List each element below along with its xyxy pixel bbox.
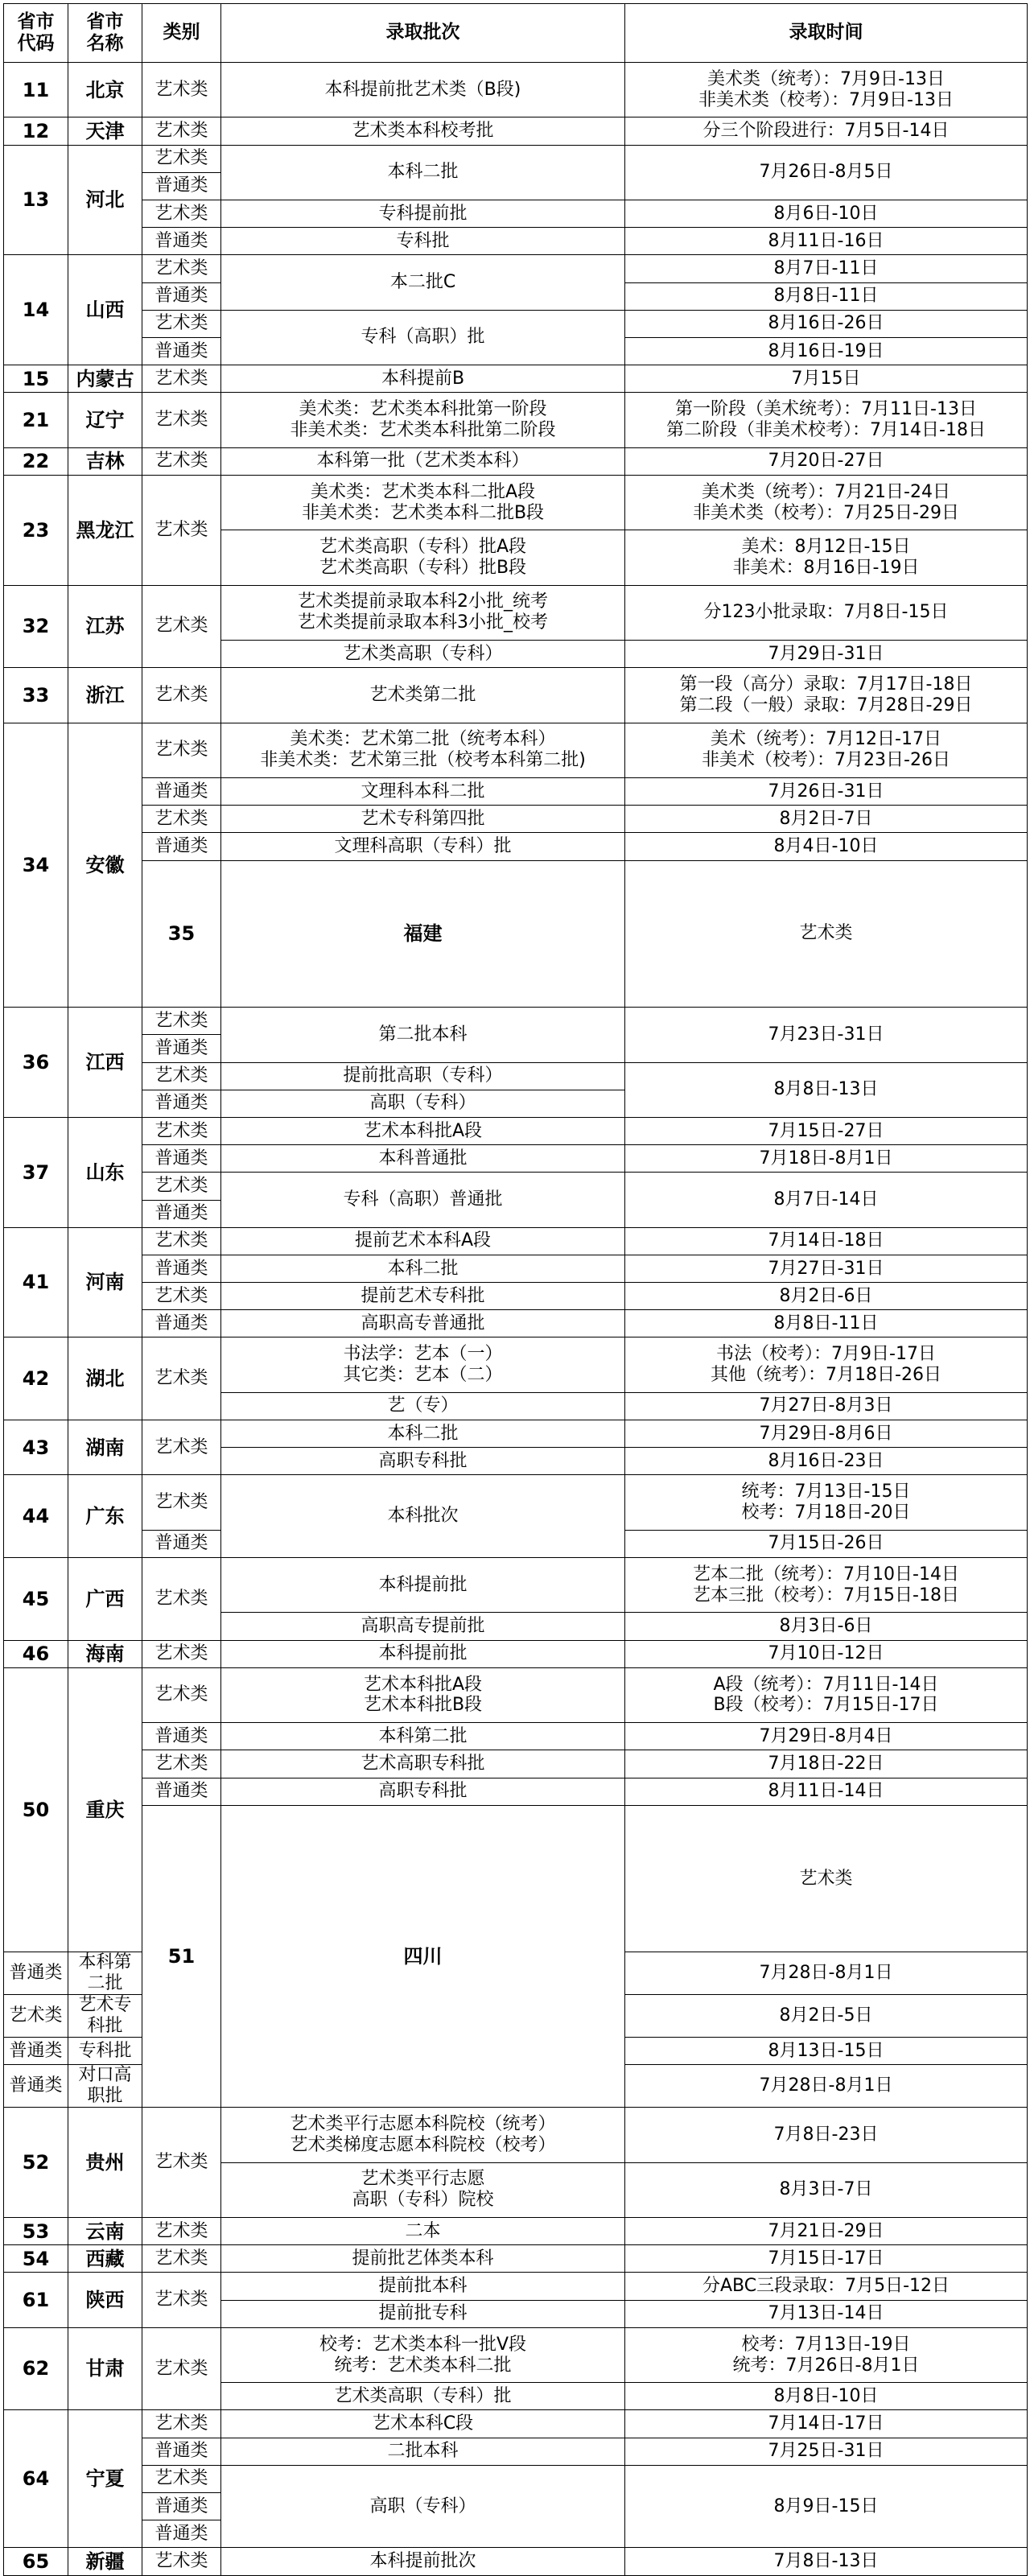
time-cell: 书法（校考）：7月9日-17日 其他（统考）：7月18日-26日 xyxy=(625,1337,1028,1392)
table-row xyxy=(4,117,1028,145)
time-cell: 7月21日-29日 xyxy=(625,2218,1028,2245)
time-cell: 7月28日-8月1日 xyxy=(625,2065,1028,2108)
province-name: 黑龙江 xyxy=(68,475,142,585)
category-cell: 艺术类 xyxy=(142,200,221,227)
table-row xyxy=(4,393,1028,447)
batch-cell: 高职（专科） xyxy=(221,1090,625,1117)
category-cell: 普通类 xyxy=(142,1723,221,1750)
batch-cell: 美术类：艺术第二批（统考本科） 非美术类：艺术第三批（校考本科第二批) xyxy=(221,723,625,777)
province-name: 河北 xyxy=(68,145,142,255)
time-cell: 7月29日-31日 xyxy=(625,641,1028,668)
province-code: 46 xyxy=(4,1640,68,1667)
table-row xyxy=(4,1805,1028,1952)
time-cell: 8月11日-16日 xyxy=(625,228,1028,255)
province-code: 13 xyxy=(4,145,68,255)
time-cell: 8月4日-10日 xyxy=(625,833,1028,860)
table-body xyxy=(4,63,1028,2576)
table-row xyxy=(4,447,1028,475)
category-cell: 普通类 xyxy=(142,833,221,860)
category-cell: 普通类 xyxy=(142,1310,221,1337)
batch-cell: 专科提前批 xyxy=(221,200,625,227)
time-cell: 8月13日-15日 xyxy=(625,2038,1028,2065)
category-cell: 艺术类 xyxy=(142,1475,221,1530)
batch-cell: 高职高专提前批 xyxy=(221,1613,625,1640)
batch-cell: 提前批专科 xyxy=(221,2300,625,2327)
table-row xyxy=(4,2218,1028,2245)
category-cell: 艺术类 xyxy=(142,585,221,668)
category-cell: 艺术类 xyxy=(142,145,221,172)
table-row xyxy=(4,1008,1028,1035)
time-cell: 7月23日-31日 xyxy=(625,1008,1028,1062)
province-code: 15 xyxy=(4,365,68,393)
province-name: 湖南 xyxy=(68,1420,142,1475)
batch-cell: 艺术本科C段 xyxy=(221,2410,625,2438)
time-cell: 8月11日-14日 xyxy=(625,1778,1028,1805)
time-cell: 美术（统考）：7月12日-17日 非美术（校考）：7月23日-26日 xyxy=(625,723,1028,777)
province-code: 43 xyxy=(4,1420,68,1475)
time-cell: 艺本二批（统考）：7月10日-14日 艺本三批（校考）：7月15日-18日 xyxy=(625,1558,1028,1613)
header-province-code: 省市 代码 xyxy=(4,4,68,63)
batch-cell: 艺（专） xyxy=(221,1392,625,1420)
province-name: 海南 xyxy=(68,1640,142,1667)
category-cell: 艺术类 xyxy=(625,860,1028,1008)
time-cell: 8月2日-7日 xyxy=(625,806,1028,833)
batch-cell: 艺术专科批 xyxy=(68,1995,142,2038)
province-name: 吉林 xyxy=(68,447,142,475)
batch-cell: 本科第二批 xyxy=(221,1723,625,1750)
category-cell: 艺术类 xyxy=(142,1420,221,1475)
table-row xyxy=(4,1778,1028,1805)
table-row xyxy=(4,63,1028,117)
category-cell: 艺术类 xyxy=(142,1558,221,1641)
time-cell: 美术类（统考）：7月9日-13日 非美术类（校考）：7月9日-13日 xyxy=(625,63,1028,117)
province-code: 50 xyxy=(4,1667,68,1952)
category-cell: 艺术类 xyxy=(142,1667,221,1722)
table-row xyxy=(4,1173,1028,1200)
province-code: 35 xyxy=(142,860,221,1008)
category-cell: 艺术类 xyxy=(142,475,221,585)
category-cell: 普通类 xyxy=(142,1090,221,1117)
table-row xyxy=(4,1420,1028,1448)
category-cell: 艺术类 xyxy=(142,365,221,393)
time-cell: 美术：8月12日-15日 非美术：8月16日-19日 xyxy=(625,530,1028,585)
batch-cell: 艺术类平行志愿 高职（专科）院校 xyxy=(221,2162,625,2217)
table-row xyxy=(4,1475,1028,1530)
batch-cell: 高职（专科） xyxy=(221,2465,625,2548)
category-cell: 艺术类 xyxy=(142,2108,221,2218)
admission-schedule-table xyxy=(3,3,1028,2576)
category-cell: 艺术类 xyxy=(142,1227,221,1255)
batch-cell: 本科二批 xyxy=(221,1255,625,1282)
batch-cell: 书法学：艺本（一） 其它类：艺本（二） xyxy=(221,1337,625,1392)
category-cell: 普通类 xyxy=(4,2065,68,2108)
batch-cell: 本科第二批 xyxy=(68,1952,142,1995)
table-row xyxy=(4,806,1028,833)
batch-cell: 艺术类第二批 xyxy=(221,668,625,723)
time-cell: 7月13日-14日 xyxy=(625,2300,1028,2327)
category-cell: 艺术类 xyxy=(142,1640,221,1667)
table-row xyxy=(4,1640,1028,1667)
table-row xyxy=(4,777,1028,805)
province-name: 福建 xyxy=(221,860,625,1008)
batch-cell: 高职高专普通批 xyxy=(221,1310,625,1337)
time-cell: 7月26日-31日 xyxy=(625,777,1028,805)
category-cell: 普通类 xyxy=(142,1035,221,1062)
province-code: 34 xyxy=(4,723,68,1008)
province-name: 江苏 xyxy=(68,585,142,668)
table-row xyxy=(4,1310,1028,1337)
province-code: 41 xyxy=(4,1227,68,1337)
category-cell: 艺术类 xyxy=(142,1750,221,1778)
table-row xyxy=(4,1117,1028,1144)
table-row xyxy=(4,310,1028,337)
time-cell: 7月27日-31日 xyxy=(625,1255,1028,1282)
table-row xyxy=(4,2548,1028,2575)
category-cell: 普通类 xyxy=(142,228,221,255)
table-row xyxy=(4,1723,1028,1750)
time-cell: 7月15日-26日 xyxy=(625,1530,1028,1557)
province-name: 四川 xyxy=(221,1805,625,2108)
province-code: 54 xyxy=(4,2245,68,2273)
category-cell: 普通类 xyxy=(142,1145,221,1173)
province-code: 44 xyxy=(4,1475,68,1558)
province-code: 37 xyxy=(4,1117,68,1227)
time-cell: 7月29日-8月6日 xyxy=(625,1420,1028,1448)
batch-cell: 本科批次 xyxy=(221,1475,625,1558)
category-cell: 艺术类 xyxy=(142,310,221,337)
category-cell: 艺术类 xyxy=(142,1062,221,1090)
batch-cell: 艺术本科批A段 xyxy=(221,1117,625,1144)
time-cell: 8月2日-5日 xyxy=(625,1995,1028,2038)
province-name: 内蒙古 xyxy=(68,365,142,393)
category-cell: 艺术类 xyxy=(142,1008,221,1035)
province-name: 湖北 xyxy=(68,1337,142,1420)
batch-cell: 本二批C xyxy=(221,255,625,310)
batch-cell: 本科二批 xyxy=(221,1420,625,1448)
header-admission-time: 录取时间 xyxy=(625,4,1028,63)
batch-cell: 提前批艺体类本科 xyxy=(221,2245,625,2273)
category-cell: 普通类 xyxy=(4,1952,68,1995)
time-cell: 8月7日-11日 xyxy=(625,255,1028,282)
table-row xyxy=(4,200,1028,227)
category-cell: 艺术类 xyxy=(142,117,221,145)
province-name: 辽宁 xyxy=(68,393,142,447)
category-cell: 艺术类 xyxy=(142,2410,221,2438)
category-cell: 普通类 xyxy=(142,2438,221,2465)
time-cell: A段（统考）：7月11日-14日 B段（校考）：7月15日-17日 xyxy=(625,1667,1028,1722)
time-cell: 7月25日-31日 xyxy=(625,2438,1028,2465)
province-code: 33 xyxy=(4,668,68,723)
table-row xyxy=(4,1227,1028,1255)
category-cell: 普通类 xyxy=(142,777,221,805)
batch-cell: 二批本科 xyxy=(221,2438,625,2465)
batch-cell: 第二批本科 xyxy=(221,1008,625,1062)
table-row xyxy=(4,2327,1028,2382)
category-cell: 艺术类 xyxy=(142,63,221,117)
time-cell: 8月8日-11日 xyxy=(625,1310,1028,1337)
province-code: 12 xyxy=(4,117,68,145)
category-cell: 艺术类 xyxy=(625,1805,1028,1952)
table-row xyxy=(4,145,1028,172)
time-cell: 7月18日-22日 xyxy=(625,1750,1028,1778)
time-cell: 7月15日-27日 xyxy=(625,1117,1028,1144)
batch-cell: 本科提前B xyxy=(221,365,625,393)
batch-cell: 提前艺术专科批 xyxy=(221,1283,625,1310)
province-name: 西藏 xyxy=(68,2245,142,2273)
category-cell: 普通类 xyxy=(142,2492,221,2520)
time-cell: 校考：7月13日-19日 统考：7月26日-8月1日 xyxy=(625,2327,1028,2382)
table-row xyxy=(4,1558,1028,1613)
category-cell: 普通类 xyxy=(142,1200,221,1227)
time-cell: 7月10日-12日 xyxy=(625,1640,1028,1667)
province-name: 新疆 xyxy=(68,2548,142,2575)
category-cell: 普通类 xyxy=(142,172,221,200)
table-row xyxy=(4,365,1028,393)
table-row xyxy=(4,833,1028,860)
batch-cell: 专科批 xyxy=(221,228,625,255)
header-admission-batch: 录取批次 xyxy=(221,4,625,63)
time-cell: 8月8日-13日 xyxy=(625,1062,1028,1117)
category-cell: 艺术类 xyxy=(142,2273,221,2327)
time-cell: 7月29日-8月4日 xyxy=(625,1723,1028,1750)
table-row xyxy=(4,255,1028,282)
batch-cell: 艺术类提前录取本科2小批_统考 艺术类提前录取本科3小批_校考 xyxy=(221,585,625,640)
table-row xyxy=(4,1062,1028,1090)
province-name: 江西 xyxy=(68,1008,142,1118)
time-cell: 7月26日-8月5日 xyxy=(625,145,1028,200)
time-cell: 8月9日-15日 xyxy=(625,2465,1028,2548)
time-cell: 7月18日-8月1日 xyxy=(625,1145,1028,1173)
header-category: 类别 xyxy=(142,4,221,63)
province-name: 甘肃 xyxy=(68,2327,142,2410)
category-cell: 艺术类 xyxy=(142,1337,221,1420)
province-code: 11 xyxy=(4,63,68,117)
province-code: 64 xyxy=(4,2410,68,2548)
batch-cell: 艺术专科第四批 xyxy=(221,806,625,833)
batch-cell: 校考：艺术类本科一批V段 统考：艺术类本科二批 xyxy=(221,2327,625,2382)
time-cell: 8月7日-14日 xyxy=(625,1173,1028,1227)
table-row xyxy=(4,475,1028,530)
province-name: 山东 xyxy=(68,1117,142,1227)
province-name: 北京 xyxy=(68,63,142,117)
time-cell: 8月6日-10日 xyxy=(625,200,1028,227)
category-cell: 普通类 xyxy=(142,2520,221,2548)
batch-cell: 本科提前批艺术类（B段) xyxy=(221,63,625,117)
batch-cell: 艺术高职专科批 xyxy=(221,1750,625,1778)
category-cell: 艺术类 xyxy=(142,1117,221,1144)
category-cell: 艺术类 xyxy=(142,2218,221,2245)
time-cell: 美术类（统考）：7月21日-24日 非美术类（校考）：7月25日-29日 xyxy=(625,475,1028,530)
province-name: 陕西 xyxy=(68,2273,142,2327)
time-cell: 7月15日-17日 xyxy=(625,2245,1028,2273)
province-code: 45 xyxy=(4,1558,68,1641)
category-cell: 艺术类 xyxy=(142,1283,221,1310)
province-code: 14 xyxy=(4,255,68,365)
batch-cell: 提前批本科 xyxy=(221,2273,625,2300)
category-cell: 艺术类 xyxy=(142,806,221,833)
time-cell: 统考：7月13日-15日 校考：7月18日-20日 xyxy=(625,1475,1028,1530)
time-cell: 8月8日-10日 xyxy=(625,2383,1028,2410)
table-row xyxy=(4,2465,1028,2492)
batch-cell: 本科第一批（艺术类本科） xyxy=(221,447,625,475)
province-name: 宁夏 xyxy=(68,2410,142,2548)
table-row xyxy=(4,2273,1028,2300)
table-row xyxy=(4,1750,1028,1778)
province-code: 42 xyxy=(4,1337,68,1420)
province-name: 重庆 xyxy=(68,1667,142,1952)
batch-cell: 本科普通批 xyxy=(221,1145,625,1173)
table-header-row xyxy=(4,4,1028,63)
time-cell: 8月2日-6日 xyxy=(625,1283,1028,1310)
batch-cell: 美术类：艺术类本科二批A段 非美术类：艺术类本科二批B段 xyxy=(221,475,625,530)
batch-cell: 本科二批 xyxy=(221,145,625,200)
time-cell: 分ABC三段录取：7月5日-12日 xyxy=(625,2273,1028,2300)
time-cell: 7月14日-17日 xyxy=(625,2410,1028,2438)
category-cell: 艺术类 xyxy=(142,2465,221,2492)
table-row xyxy=(4,668,1028,723)
category-cell: 艺术类 xyxy=(142,2327,221,2410)
province-code: 36 xyxy=(4,1008,68,1118)
table-row xyxy=(4,2245,1028,2273)
time-cell: 8月16日-26日 xyxy=(625,310,1028,337)
province-name: 广西 xyxy=(68,1558,142,1641)
province-code: 65 xyxy=(4,2548,68,2575)
province-code: 62 xyxy=(4,2327,68,2410)
batch-cell: 艺术本科批A段 艺术本科批B段 xyxy=(221,1667,625,1722)
batch-cell: 提前批高职（专科） xyxy=(221,1062,625,1090)
province-name: 河南 xyxy=(68,1227,142,1337)
time-cell: 7月28日-8月1日 xyxy=(625,1952,1028,1995)
province-code: 23 xyxy=(4,475,68,585)
table-row xyxy=(4,860,1028,1008)
category-cell: 艺术类 xyxy=(142,255,221,282)
time-cell: 8月16日-19日 xyxy=(625,337,1028,365)
province-code: 21 xyxy=(4,393,68,447)
category-cell: 艺术类 xyxy=(4,1995,68,2038)
province-code: 61 xyxy=(4,2273,68,2327)
time-cell: 8月8日-11日 xyxy=(625,282,1028,310)
table-row xyxy=(4,1667,1028,1722)
batch-cell: 艺术类高职（专科） xyxy=(221,641,625,668)
province-code: 22 xyxy=(4,447,68,475)
time-cell: 7月27日-8月3日 xyxy=(625,1392,1028,1420)
batch-cell: 二本 xyxy=(221,2218,625,2245)
batch-cell: 高职专科批 xyxy=(221,1448,625,1475)
header-province-name: 省市 名称 xyxy=(68,4,142,63)
province-code: 51 xyxy=(142,1805,221,2108)
province-name: 浙江 xyxy=(68,668,142,723)
category-cell: 艺术类 xyxy=(142,1173,221,1200)
table-row xyxy=(4,2410,1028,2438)
province-name: 云南 xyxy=(68,2218,142,2245)
batch-cell: 提前艺术本科A段 xyxy=(221,1227,625,1255)
batch-cell: 美术类：艺术类本科批第一阶段 非美术类：艺术类本科批第二阶段 xyxy=(221,393,625,447)
province-name: 山西 xyxy=(68,255,142,365)
table-row xyxy=(4,228,1028,255)
table-row xyxy=(4,2108,1028,2162)
batch-cell: 本科提前批次 xyxy=(221,2548,625,2575)
batch-cell: 对口高职批 xyxy=(68,2065,142,2108)
province-code: 53 xyxy=(4,2218,68,2245)
batch-cell: 专科（高职）普通批 xyxy=(221,1173,625,1227)
time-cell: 7月8日-13日 xyxy=(625,2548,1028,2575)
province-name: 安徽 xyxy=(68,723,142,1008)
table-row xyxy=(4,1255,1028,1282)
batch-cell: 艺术类高职（专科）批 xyxy=(221,2383,625,2410)
time-cell: 分三个阶段进行：7月5日-14日 xyxy=(625,117,1028,145)
category-cell: 普通类 xyxy=(142,282,221,310)
category-cell: 普通类 xyxy=(142,1778,221,1805)
time-cell: 7月14日-18日 xyxy=(625,1227,1028,1255)
time-cell: 第一阶段（美术统考）：7月11日-13日 第二阶段（非美术校考）：7月14日-18日 xyxy=(625,393,1028,447)
table-row xyxy=(4,585,1028,640)
province-name: 广东 xyxy=(68,1475,142,1558)
batch-cell: 专科批 xyxy=(68,2038,142,2065)
category-cell: 艺术类 xyxy=(142,668,221,723)
category-cell: 艺术类 xyxy=(142,2245,221,2273)
table-row xyxy=(4,1337,1028,1392)
category-cell: 普通类 xyxy=(142,1530,221,1557)
time-cell: 7月8日-23日 xyxy=(625,2108,1028,2162)
table-row xyxy=(4,1145,1028,1173)
time-cell: 第一段（高分）录取：7月17日-18日 第二段（一般）录取：7月28日-29日 xyxy=(625,668,1028,723)
batch-cell: 艺术类高职（专科）批A段 艺术类高职（专科）批B段 xyxy=(221,530,625,585)
batch-cell: 高职专科批 xyxy=(221,1778,625,1805)
category-cell: 普通类 xyxy=(142,1255,221,1282)
category-cell: 艺术类 xyxy=(142,447,221,475)
province-name: 天津 xyxy=(68,117,142,145)
province-code: 52 xyxy=(4,2108,68,2218)
batch-cell: 艺术类平行志愿本科院校（统考） 艺术类梯度志愿本科院校（校考） xyxy=(221,2108,625,2162)
batch-cell: 本科提前批 xyxy=(221,1558,625,1613)
time-cell: 7月15日 xyxy=(625,365,1028,393)
batch-cell: 艺术类本科校考批 xyxy=(221,117,625,145)
category-cell: 艺术类 xyxy=(142,393,221,447)
province-name: 贵州 xyxy=(68,2108,142,2218)
batch-cell: 文理科本科二批 xyxy=(221,777,625,805)
table-row xyxy=(4,1283,1028,1310)
batch-cell: 专科（高职）批 xyxy=(221,310,625,365)
time-cell: 8月3日-6日 xyxy=(625,1613,1028,1640)
category-cell: 普通类 xyxy=(142,337,221,365)
time-cell: 分123小批录取：7月8日-15日 xyxy=(625,585,1028,640)
category-cell: 普通类 xyxy=(4,2038,68,2065)
category-cell: 艺术类 xyxy=(142,723,221,777)
batch-cell: 文理科高职（专科）批 xyxy=(221,833,625,860)
time-cell: 8月3日-7日 xyxy=(625,2162,1028,2217)
province-code: 32 xyxy=(4,585,68,668)
table-row xyxy=(4,2438,1028,2465)
time-cell: 8月16日-23日 xyxy=(625,1448,1028,1475)
category-cell: 艺术类 xyxy=(142,2548,221,2575)
batch-cell: 本科提前批 xyxy=(221,1640,625,1667)
time-cell: 7月20日-27日 xyxy=(625,447,1028,475)
table-row xyxy=(4,723,1028,777)
